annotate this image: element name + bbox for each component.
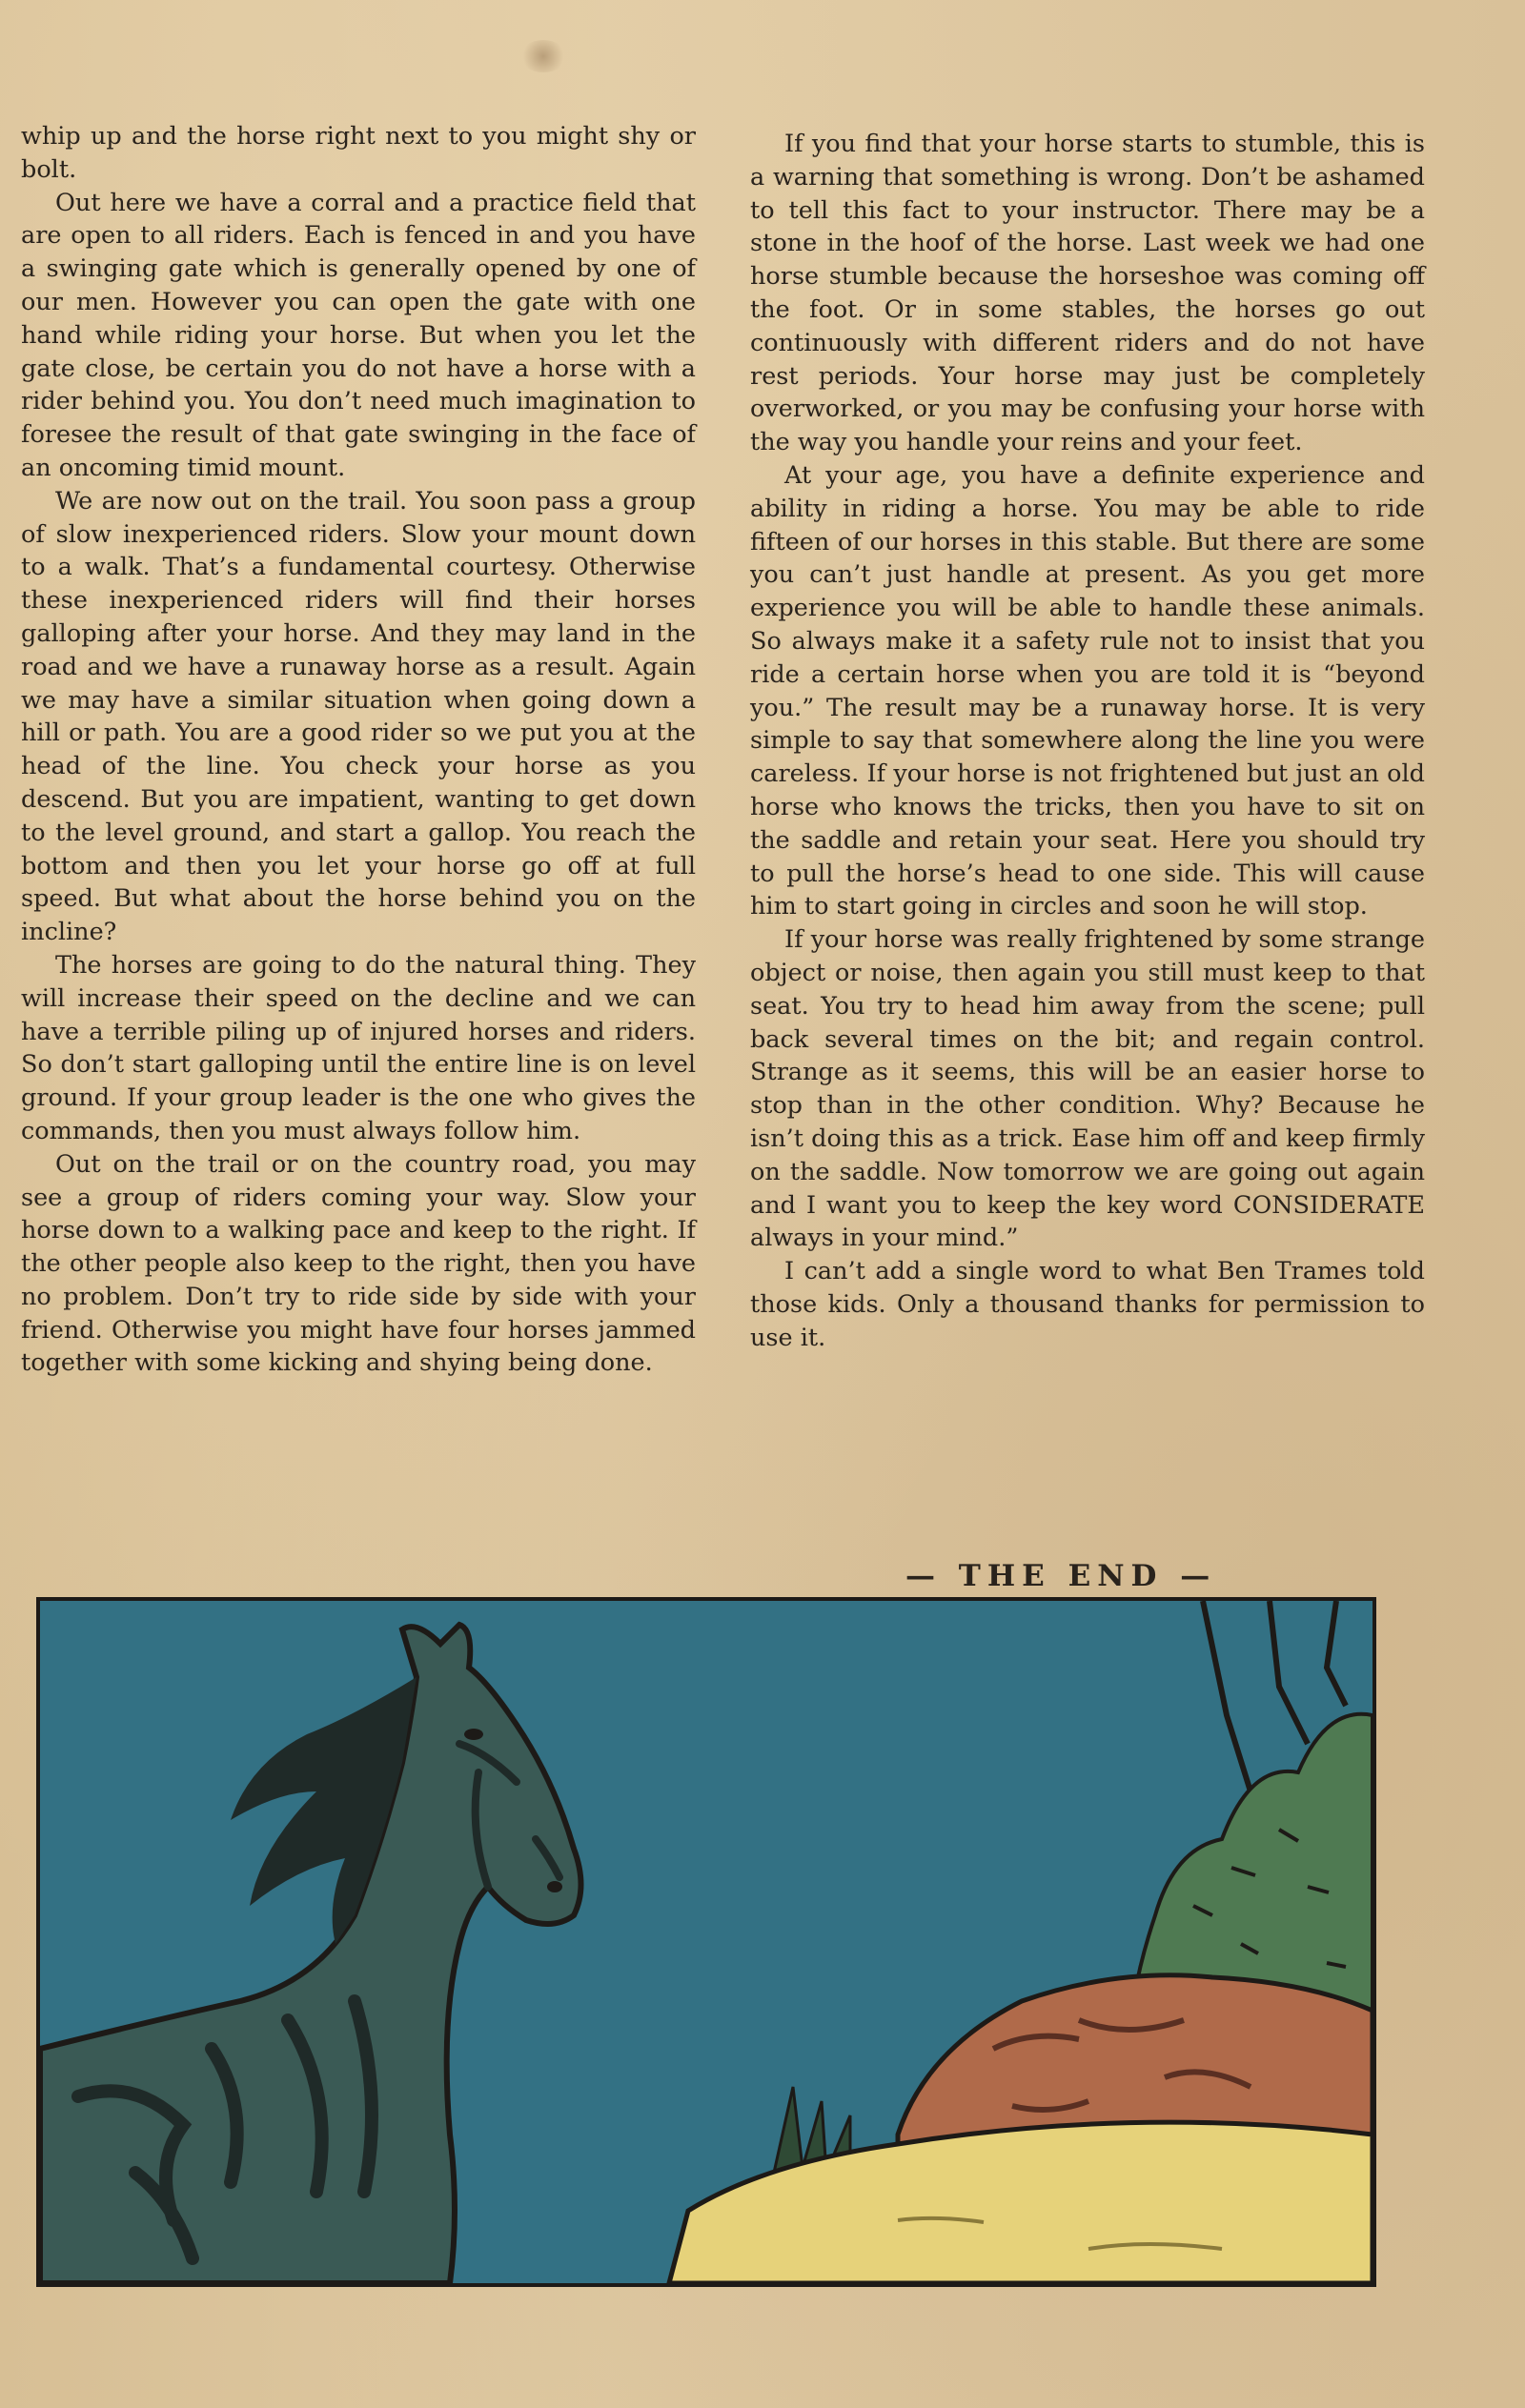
- paragraph: If you find that your horse starts to stumble, this is a warning that something is wrong. Don’t be ashamed to tell this fact to your instructor. There may be a stone in the hoof of the horse. Last week we had one horse stumble because the horseshoe was coming off the foot. Or in some stables, the horses go out continuously with different riders and do not have rest periods. Your horse may just be completely overworked, or you may be confusing your horse with the way you handle your reins and your feet.: [750, 130, 1425, 457]
- paragraph: At your age, you have a definite experience and ability in riding a horse. You may be able to ride fifteen of our horses in this stable. But there are some you can’t just handle at present. As you get more experience you will be able to handle these animals. So always make it a safety rule not to insist that you ride a certain horse when you are told it is “beyond you.” The result may be a runaway horse. It is very simple to say that somewhere along the line you were careless. If your horse is not frightened but just an old horse who knows the tricks, then you have to sit on the saddle and retain your seat. Here you should try to pull the horse’s head to one side. This will cause him to start going in circles and soon he will stop.: [750, 460, 1425, 921]
- horse-eye: [464, 1729, 483, 1740]
- paragraph: Out here we have a corral and a practice field that are open to all riders. Each is fenced in and you have a swinging gate which is generally opened by one of our men. However you can open the gate with one hand while riding your horse. But when you let the gate close, be certain you do not have a horse with a rider behind you. You don’t need much imagination to foresee the result of that gate swinging in the face of an oncoming timid mount.: [21, 188, 696, 482]
- paragraph: Out on the trail or on the country road, you may see a group of riders coming your way. Slow your horse down to a walking pace and keep to the right. If the other people also keep to the right, then you have no problem. Don’t try to ride side by side with your friend. Otherwise you might have four horses jammed together with some kicking and shying being done.: [21, 1149, 696, 1378]
- horse-illustration-panel: [36, 1597, 1376, 2287]
- paragraph: I can’t add a single word to what Ben Trames told those kids. Only a thousand thanks for permission to use it.: [750, 1257, 1425, 1352]
- the-end-marker: — THE END —: [905, 1559, 1217, 1593]
- paragraph: If your horse was really frightened by some strange object or noise, then again you still must keep to that seat. You try to head him away from the scene; pull back several times on the bit; and regain control. Strange as it seems, this will be an easier horse to stop than in the other condition. Why? Because he isn’t doing this as a trick. Ease him off and keep firmly on the saddle. Now tomorrow we are going out again and I want you to keep the key word CONSIDERATE always in your mind.”: [750, 925, 1425, 1253]
- paragraph: whip up and the horse right next to you might shy or bolt.: [21, 122, 696, 184]
- article-column-right: [750, 128, 1425, 1354]
- article-column-left: [21, 120, 696, 1380]
- paper-stain: [519, 40, 567, 72]
- horse-illustration: [40, 1601, 1372, 2283]
- paragraph: We are now out on the trail. You soon pass a group of slow inexperienced riders. Slow your mount down to a walk. That’s a fundamental courtesy. Otherwise these inexperienced riders will find their horses galloping after your horse. And they may land in the road and we have a runaway horse as a result. Again we may have a similar situation when going down a hill or path. You are a good rider so we put you at the head of the line. You check your horse as you descend. But you are impatient, wanting to get down to the level ground, and start a gallop. You reach the bottom and then you let your horse go off at full speed. But what about the horse behind you on the incline?: [21, 486, 696, 947]
- paragraph: The horses are going to do the natural thing. They will increase their speed on the decline and we can have a terrible piling up of injured horses and riders. So don’t start galloping until the entire line is on level ground. If your group leader is the one who gives the commands, then you must always follow him.: [21, 950, 696, 1145]
